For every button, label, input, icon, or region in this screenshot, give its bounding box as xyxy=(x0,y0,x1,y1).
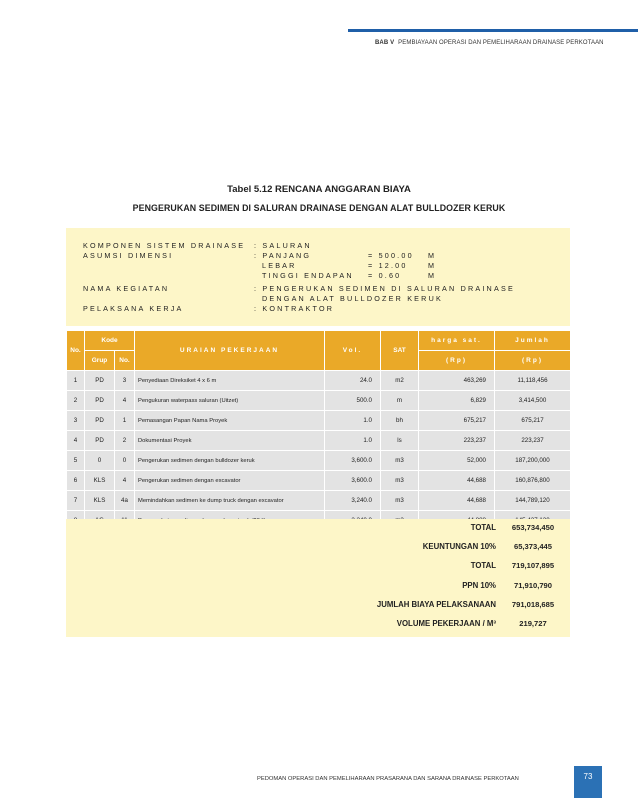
header-kode: Kode xyxy=(85,331,135,351)
row-sat: m3 xyxy=(381,451,419,471)
row-no: 5 xyxy=(67,451,85,471)
row-harga: 44,688 xyxy=(419,491,495,511)
table-row xyxy=(67,491,571,511)
row-sat: bh xyxy=(381,411,419,431)
table-row xyxy=(67,411,571,431)
row-vol: 1.0 xyxy=(325,411,381,431)
table-row xyxy=(67,371,571,391)
row-no: 3 xyxy=(67,411,85,431)
summary-label: KEUNTUNGAN 10% xyxy=(422,542,496,552)
pelaksana-label: PELAKSANA KERJA xyxy=(83,304,184,313)
row-vol: 3,600.0 xyxy=(325,451,381,471)
row-uraian: Pengerukan sedimen dengan excavator xyxy=(135,471,325,491)
running-header xyxy=(375,40,604,46)
row-sat: m3 xyxy=(381,471,419,491)
table-row xyxy=(67,471,571,491)
row-grup: PD xyxy=(85,371,115,391)
row-no: 6 xyxy=(67,471,85,491)
asumsi-label: ASUMSI DIMENSI xyxy=(83,251,174,260)
summary-label: TOTAL xyxy=(470,523,496,532)
row-kode-no: 4 xyxy=(115,471,135,491)
lebar-label: LEBAR xyxy=(262,261,297,270)
header-rule xyxy=(348,29,638,32)
row-harga: 463,269 xyxy=(419,371,495,391)
row-sat: m xyxy=(381,391,419,411)
table-row xyxy=(67,451,571,471)
panjang-unit: M xyxy=(428,251,437,260)
summary-value: 791,018,685 xyxy=(511,599,555,609)
komponen-value: : SALURAN xyxy=(254,241,312,250)
row-uraian: Memindahkan sedimen ke dump truck dengan excavator xyxy=(135,491,325,511)
row-no: 4 xyxy=(67,431,85,451)
header-no: No. xyxy=(67,331,85,371)
summary-label: PPN 10% xyxy=(462,580,496,590)
row-uraian: Pengukuran waterpass saluran (Uitzet) xyxy=(135,391,325,411)
row-vol: 3,240.0 xyxy=(325,491,381,511)
row-kode-no: 0 xyxy=(115,451,135,471)
header-kode-no: No. xyxy=(115,351,135,371)
panjang-label: : PANJANG xyxy=(254,251,312,260)
summary-label: TOTAL xyxy=(470,561,496,571)
row-jumlah: 187,200,000 xyxy=(495,451,571,471)
row-sat: ls xyxy=(381,431,419,451)
chapter-label: BAB V xyxy=(375,40,395,46)
cost-table xyxy=(66,330,571,531)
nama-value-2: DENGAN ALAT BULLDOZER KERUK xyxy=(262,294,443,303)
row-grup: PD xyxy=(85,391,115,411)
row-grup: PD xyxy=(85,431,115,451)
row-jumlah: 223,237 xyxy=(495,431,571,451)
row-sat: m3 xyxy=(381,491,419,511)
row-jumlah: 11,118,456 xyxy=(495,371,571,391)
info-panel xyxy=(66,228,570,326)
summary-value: 719,107,895 xyxy=(511,561,555,571)
tinggi-value: = 0.60 xyxy=(368,271,402,280)
row-vol: 500.0 xyxy=(325,391,381,411)
header-uraian: URAIAN PEKERJAAN xyxy=(135,331,325,371)
table-row xyxy=(67,391,571,411)
summary-value: 219,727 xyxy=(519,619,547,628)
row-jumlah: 144,789,120 xyxy=(495,491,571,511)
header-jumlah-unit: (Rp) xyxy=(495,351,571,371)
header-grup: Grup xyxy=(85,351,115,371)
header-vol: Vol. xyxy=(325,331,381,371)
page-number: 73 xyxy=(574,766,602,798)
lebar-unit: M xyxy=(428,261,437,270)
row-grup: 0 xyxy=(85,451,115,471)
row-grup: KLS xyxy=(85,471,115,491)
row-jumlah: 3,414,500 xyxy=(495,391,571,411)
tinggi-unit: M xyxy=(428,271,437,280)
row-sat: m2 xyxy=(381,371,419,391)
row-no: 7 xyxy=(67,491,85,511)
row-uraian: Penyediaan Direksiket 4 x 6 m xyxy=(135,371,325,391)
row-uraian: Pengerukan sedimen dengan bulldozer keruk xyxy=(135,451,325,471)
row-kode-no: 2 xyxy=(115,431,135,451)
lebar-value: = 12.00 xyxy=(368,261,408,270)
header-harga-unit: (Rp) xyxy=(419,351,495,371)
pelaksana-value: : KONTRAKTOR xyxy=(254,304,335,313)
summary-value: 653,734,450 xyxy=(511,523,555,532)
row-harga: 6,829 xyxy=(419,391,495,411)
header-jumlah: Jumlah xyxy=(495,331,571,351)
row-uraian: Pemasangan Papan Nama Proyek xyxy=(135,411,325,431)
footer-text: PEDOMAN OPERASI DAN PEMELIHARAAN PRASARANA DAN SARANA DRAINASE PERKOTAAN xyxy=(257,776,519,782)
row-vol: 1.0 xyxy=(325,431,381,451)
header-harga: harga sat. xyxy=(419,331,495,351)
row-harga: 675,217 xyxy=(419,411,495,431)
table-subtitle: PENGERUKAN SEDIMEN DI SALURAN DRAINASE DENGAN ALAT BULLDOZER KERUK xyxy=(132,203,506,213)
row-grup: PD xyxy=(85,411,115,431)
row-jumlah: 675,217 xyxy=(495,411,571,431)
row-jumlah: 160,876,800 xyxy=(495,471,571,491)
summary-value: 65,373,445 xyxy=(513,542,552,552)
header-sat: SAT xyxy=(381,331,419,371)
row-kode-no: 4 xyxy=(115,391,135,411)
row-grup: KLS xyxy=(85,491,115,511)
nama-label: NAMA KEGIATAN xyxy=(83,284,170,293)
tinggi-label: TINGGI ENDAPAN xyxy=(262,271,354,280)
row-kode-no: 4a xyxy=(115,491,135,511)
table-row xyxy=(67,431,571,451)
nama-value: : PENGERUKAN SEDIMEN DI SALURAN DRAINASE xyxy=(254,284,515,293)
summary-value: 71,910,790 xyxy=(513,580,552,590)
row-vol: 24.0 xyxy=(325,371,381,391)
row-vol: 3,600.0 xyxy=(325,471,381,491)
row-no: 1 xyxy=(67,371,85,391)
summary-panel xyxy=(66,519,570,637)
chapter-title: PEMBIAYAAN OPERASI DAN PEMELIHARAAN DRAINASE PERKOTAAN xyxy=(398,40,604,46)
row-no: 2 xyxy=(67,391,85,411)
komponen-label: KOMPONEN SISTEM DRAINASE xyxy=(83,241,246,250)
row-harga: 44,688 xyxy=(419,471,495,491)
panjang-value: = 500.00 xyxy=(368,251,414,260)
summary-label: JUMLAH BIAYA PELAKSANAAN xyxy=(376,599,496,609)
row-harga: 52,000 xyxy=(419,451,495,471)
summary-label: VOLUME PEKERJAAN / M³ xyxy=(396,619,496,628)
row-kode-no: 3 xyxy=(115,371,135,391)
row-kode-no: 1 xyxy=(115,411,135,431)
row-harga: 223,237 xyxy=(419,431,495,451)
row-uraian: Dokumentasi Proyek xyxy=(135,431,325,451)
table-title: Tabel 5.12 RENCANA ANGGARAN BIAYA xyxy=(227,184,411,195)
